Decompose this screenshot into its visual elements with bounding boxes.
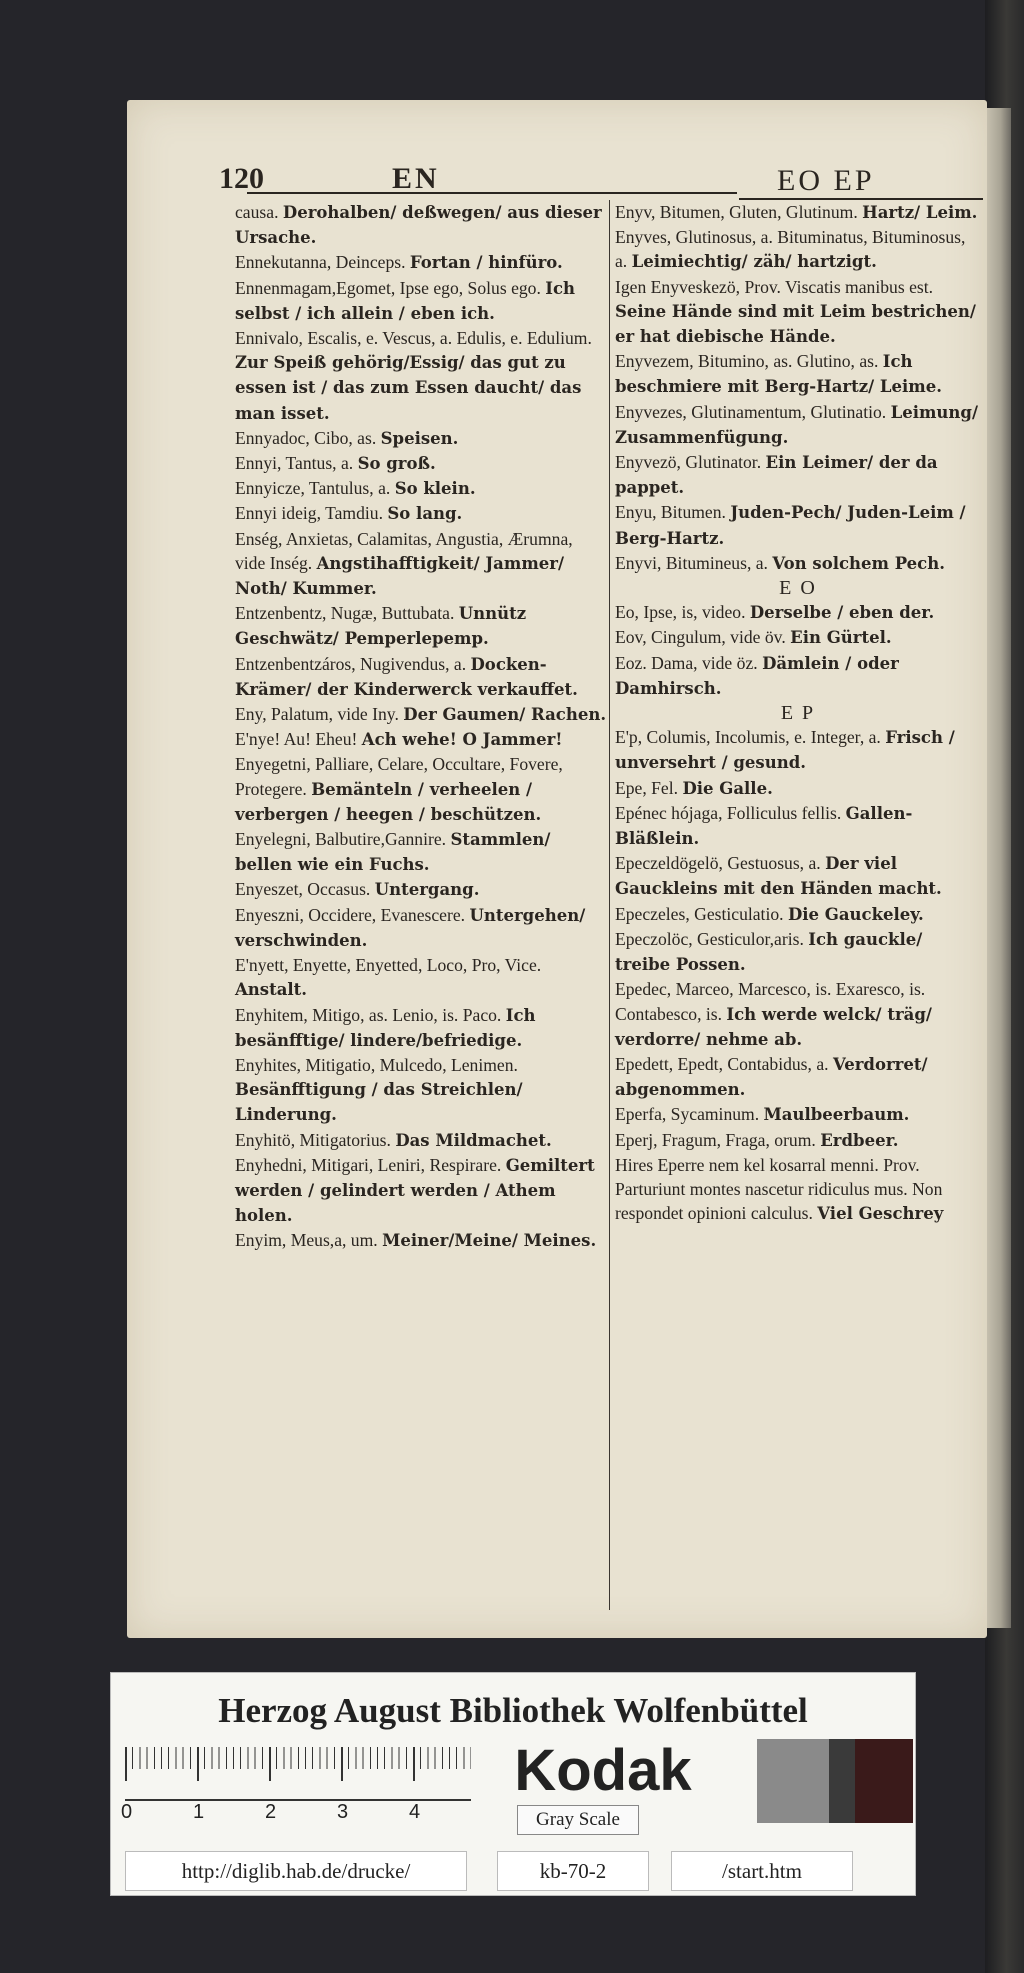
entry-latin: causa.: [235, 202, 279, 222]
dictionary-entry: [235, 652, 607, 702]
entry-german: Speisen.: [380, 428, 459, 448]
dictionary-entry: [615, 625, 981, 650]
dictionary-entry: [615, 349, 981, 399]
kodak-logo: Kodak: [514, 1738, 692, 1803]
dictionary-entry: [615, 801, 981, 851]
left-running-head: EN: [392, 162, 440, 195]
dictionary-entry: [235, 727, 607, 752]
entry-latin: Entzenbentz, Nugæ, Buttubata.: [235, 603, 455, 624]
entry-latin: Igen Enyveskezö, Prov. Viscatis manibus est.: [615, 276, 934, 297]
dictionary-entry: [615, 776, 981, 801]
dictionary-entry: [235, 702, 607, 727]
dictionary-entry: [235, 476, 607, 501]
entry-latin: Enyhites, Mitigatio, Mulcedo, Lenimen.: [235, 1054, 518, 1075]
entry-latin: Ennivalo, Escalis, e. Vescus, a. Edulis, e. Edulium.: [235, 328, 592, 349]
dictionary-entry: [235, 1128, 607, 1153]
dictionary-entry: [615, 1128, 981, 1153]
entry-german: Ich werde welck/ träg/ verdorre/ nehme ab.: [615, 1004, 932, 1049]
entry-latin: Enyvi, Bitumineus, a.: [615, 552, 768, 573]
dictionary-entry: [235, 827, 607, 877]
entry-german: Juden-Pech/ Juden-Leim / Berg-Hartz.: [615, 503, 966, 548]
dictionary-entry: [235, 1153, 607, 1229]
entry-german: Derohalben/ deßwegen/ aus dieser Ursache.: [235, 203, 602, 248]
dictionary-entry: [235, 426, 607, 451]
entry-latin: Eoz. Dama, vide öz.: [615, 652, 758, 673]
entry-latin: Enyhitö, Mitigatorius.: [235, 1129, 391, 1150]
ruler-number: 2: [265, 1801, 277, 1823]
entry-latin: E'p, Columis, Incolumis, e. Integer, a.: [615, 727, 881, 748]
section-letter: E O: [779, 577, 817, 600]
entry-german: Besänfftigung / das Streichlen/ Linderung.: [235, 1080, 523, 1125]
source-url: http://diglib.hab.de/drucke/: [125, 1851, 467, 1891]
entry-latin: Eperfa, Sycaminum.: [615, 1104, 760, 1125]
dictionary-entry: [615, 450, 981, 500]
dictionary-entry: [615, 200, 981, 225]
entry-latin: Epedec, Marceo, Marcesco, is. Exaresco, is. Contabesco, is.: [615, 979, 926, 1024]
entry-latin: Hires Eperre nem kel kosarral menni. Prov. Parturiunt montes nascetur ridiculus mus. Non respondet opinioni calculus.: [615, 1154, 943, 1224]
entry-german: Untergehen/ verschwinden.: [235, 905, 586, 950]
entry-german: Frisch / unversehrt / gesund.: [615, 728, 955, 773]
entry-latin: Ennenmagam,Egomet, Ipse ego, Solus ego.: [235, 277, 541, 298]
entry-german: Viel Geschrey: [817, 1204, 944, 1224]
entry-german: Der Gaumen/ Rachen.: [403, 705, 607, 725]
entry-latin: Ennyadoc, Cibo, as.: [235, 427, 377, 448]
dictionary-entry: [235, 903, 607, 953]
entry-german: Ich gauckle/ treibe Possen.: [615, 929, 923, 975]
entry-german: Ich beschmiere mit Berg-Hartz/ Leime.: [615, 352, 942, 397]
dictionary-entry: [235, 1003, 607, 1053]
entry-german: Untergang.: [374, 880, 480, 900]
entry-german: Ein Leimer/ der da pappet.: [615, 453, 938, 498]
entry-latin: Ennyi ideig, Tamdiu.: [235, 503, 383, 524]
entry-latin: Enyu, Bitumen.: [615, 502, 726, 523]
gray-patch-dark: [829, 1739, 855, 1823]
dictionary-entry: [615, 651, 981, 701]
gray-patch-darkest: [855, 1739, 913, 1823]
dictionary-entry: [235, 1053, 607, 1128]
ruler-major-ticks: [125, 1747, 471, 1781]
ruler-number: 0: [121, 1801, 133, 1823]
entry-german: Angstihafftigkeit/ Jammer/ Noth/ Kummer.: [235, 553, 565, 599]
entry-german: Die Gauckeley.: [787, 904, 924, 924]
entry-german: So klein.: [394, 479, 476, 499]
dictionary-entry: [235, 601, 607, 651]
entry-latin: Ennyi, Tantus, a.: [235, 453, 354, 474]
entry-latin: Enyvezes, Glutinamentum, Glutinatio.: [615, 401, 887, 422]
entry-latin: Epe, Fel.: [615, 777, 679, 798]
entry-german: Ich besänfftige/ lindere/befriedige.: [235, 1005, 536, 1050]
dictionary-entry: [615, 600, 981, 625]
dictionary-entry: [615, 1052, 981, 1102]
dictionary-entry: [235, 527, 607, 602]
dictionary-entry: [235, 953, 607, 1002]
dictionary-entry: [615, 275, 981, 350]
entry-latin: Enyhedni, Mitigari, Leniri, Respirare.: [235, 1154, 502, 1175]
left-column: [235, 200, 607, 1254]
entry-latin: Enyvezö, Glutinator.: [615, 452, 762, 473]
entry-german: Gemiltert werden / gelindert werden / Athem holen.: [235, 1155, 595, 1226]
dictionary-entry: [615, 1153, 981, 1227]
entry-german: Hartz/ Leim.: [862, 203, 978, 222]
entry-latin: Eov, Cingulum, vide öv.: [615, 627, 786, 648]
entry-latin: Enyvezem, Bitumino, as. Glutino, as.: [615, 351, 879, 372]
entry-latin: Epeczeles, Gesticulatio.: [615, 903, 784, 924]
entry-german: Stammlen/ bellen wie ein Fuchs.: [235, 830, 551, 875]
entry-german: Leimung/ Zusammenfügung.: [615, 402, 978, 447]
dictionary-entry: [235, 451, 607, 476]
dictionary-entry: [615, 725, 981, 775]
entry-latin: Eo, Ipse, is, video.: [615, 602, 746, 623]
entry-latin: Enyv, Bitumen, Gluten, Glutinum.: [615, 202, 858, 222]
entry-german: Meiner/Meine/ Meines.: [382, 1231, 597, 1251]
entry-german: Fortan / hinfüro.: [409, 253, 563, 273]
entry-german: Verdorret/ abgenommen.: [615, 1054, 928, 1100]
page-number: 120: [219, 162, 264, 195]
right-column: [615, 200, 981, 1226]
entry-latin: Ennekutanna, Deinceps.: [235, 252, 406, 273]
shelf-code: kb-70-2: [497, 1851, 649, 1891]
entry-german: Docken-Krämer/ der Kinderwerck verkauffet.: [235, 654, 578, 699]
dictionary-entry: [615, 551, 981, 576]
dictionary-entry: [235, 501, 607, 526]
entry-german: Das Mildmachet.: [395, 1130, 552, 1150]
entry-latin: E'nye! Au! Eheu!: [235, 729, 358, 750]
entry-german: Die Galle.: [682, 778, 773, 798]
dictionary-entry: [235, 200, 607, 250]
entry-german: Leimiechtig/ zäh/ hartzigt.: [631, 252, 877, 272]
entry-latin: Epénec hójaga, Folliculus fellis.: [615, 802, 842, 823]
dictionary-entry: [235, 276, 607, 326]
entry-latin: Enyegetni, Palliare, Celare, Occultare, Fovere, Protegere.: [235, 754, 563, 799]
entry-latin: Enyeszet, Occasus.: [235, 879, 371, 900]
start-path: /start.htm: [671, 1851, 853, 1891]
entry-latin: E'nyett, Enyette, Enyetted, Loco, Pro, Vice.: [235, 955, 542, 976]
dictionary-entry: [615, 500, 981, 550]
dictionary-entry: [235, 326, 607, 426]
page-header: [127, 162, 987, 202]
dictionary-entry: [615, 927, 981, 977]
entry-latin: Epedett, Epedt, Contabidus, a.: [615, 1053, 829, 1074]
entry-latin: Eny, Palatum, vide Iny.: [235, 704, 399, 725]
dictionary-entry: [615, 977, 981, 1052]
entry-german: Anstalt.: [235, 980, 308, 1000]
dictionary-entry: [235, 1228, 607, 1253]
header-rule-left: [247, 192, 737, 194]
dictionary-entry: [615, 225, 981, 274]
entry-german: Ach wehe! O Jammer!: [361, 730, 563, 750]
dictionary-entry: [235, 752, 607, 827]
ruler-number: 4: [409, 1801, 421, 1823]
entry-german: Ich selbst / ich allein / eben ich.: [235, 278, 576, 323]
entry-german: Zur Speiß gehörig/Essig/ das gut zu essen ist / das zum Essen daucht/ das man isset.: [235, 353, 582, 423]
entry-latin: Epeczolöc, Gesticulor,aris.: [615, 928, 804, 949]
entry-latin: Enyim, Meus,a, um.: [235, 1230, 378, 1251]
dictionary-entry: [615, 902, 981, 927]
entry-german: Dämlein / oder Damhirsch.: [615, 653, 899, 698]
entry-german: Gallen-Bläßlein.: [615, 803, 913, 849]
ruler-number: 3: [337, 1801, 349, 1823]
dictionary-entry: [615, 851, 981, 901]
entry-german: Ein Gürtel.: [790, 628, 892, 648]
entry-german: So groß.: [357, 454, 436, 474]
section-letter: E P: [780, 702, 816, 725]
dictionary-entry: [235, 877, 607, 902]
right-running-head: EO EP: [777, 164, 875, 197]
entry-latin: Enyves, Glutinosus, a. Bituminatus, Bituminosus, a.: [615, 227, 966, 272]
entry-latin: Enyhitem, Mitigo, as. Lenio, is. Paco.: [235, 1004, 502, 1025]
entry-german: Derselbe / eben der.: [749, 603, 935, 623]
gray-scale-label: Gray Scale: [517, 1805, 639, 1835]
entry-latin: Enség, Anxietas, Calamitas, Angustia, Ærumna, vide Inség.: [235, 528, 573, 573]
library-title: Herzog August Bibliothek Wolfenbüttel: [218, 1691, 808, 1730]
entry-latin: Enyelegni, Balbutire,Gannire.: [235, 829, 447, 850]
next-page-edge: [985, 108, 1011, 1628]
entry-german: Erdbeer.: [820, 1130, 899, 1150]
entry-german: Seine Hände sind mit Leim bestrichen/ er hat diebische Hände.: [615, 301, 976, 347]
column-divider: [609, 200, 610, 1610]
entry-latin: Eperj, Fragum, Fraga, orum.: [615, 1129, 816, 1150]
book-page: [127, 100, 987, 1638]
entry-latin: Epeczeldögelö, Gestuosus, a.: [615, 853, 821, 874]
entry-german: Der viel Gauckleins mit den Händen macht.: [615, 854, 942, 899]
entry-latin: Enyeszni, Occidere, Evanescere.: [235, 904, 466, 925]
entry-german: Bemänteln / verheelen / verbergen / heegen / beschützen.: [235, 779, 542, 824]
entry-german: Von solchem Pech.: [772, 553, 945, 573]
dictionary-entry: [235, 250, 607, 275]
dictionary-entry: [615, 400, 981, 450]
ruler-number: 1: [193, 1801, 205, 1823]
entry-german: So lang.: [387, 504, 463, 524]
entry-german: Unnütz Geschwätz/ Pemperlepemp.: [235, 604, 527, 649]
archive-label-card: [110, 1672, 916, 1896]
entry-latin: Entzenbentzáros, Nugivendus, a.: [235, 653, 467, 674]
dictionary-entry: [615, 1102, 981, 1127]
entry-latin: Ennyicze, Tantulus, a.: [235, 478, 391, 499]
gray-patch-light: [757, 1739, 829, 1823]
entry-german: Maulbeerbaum.: [763, 1105, 910, 1125]
